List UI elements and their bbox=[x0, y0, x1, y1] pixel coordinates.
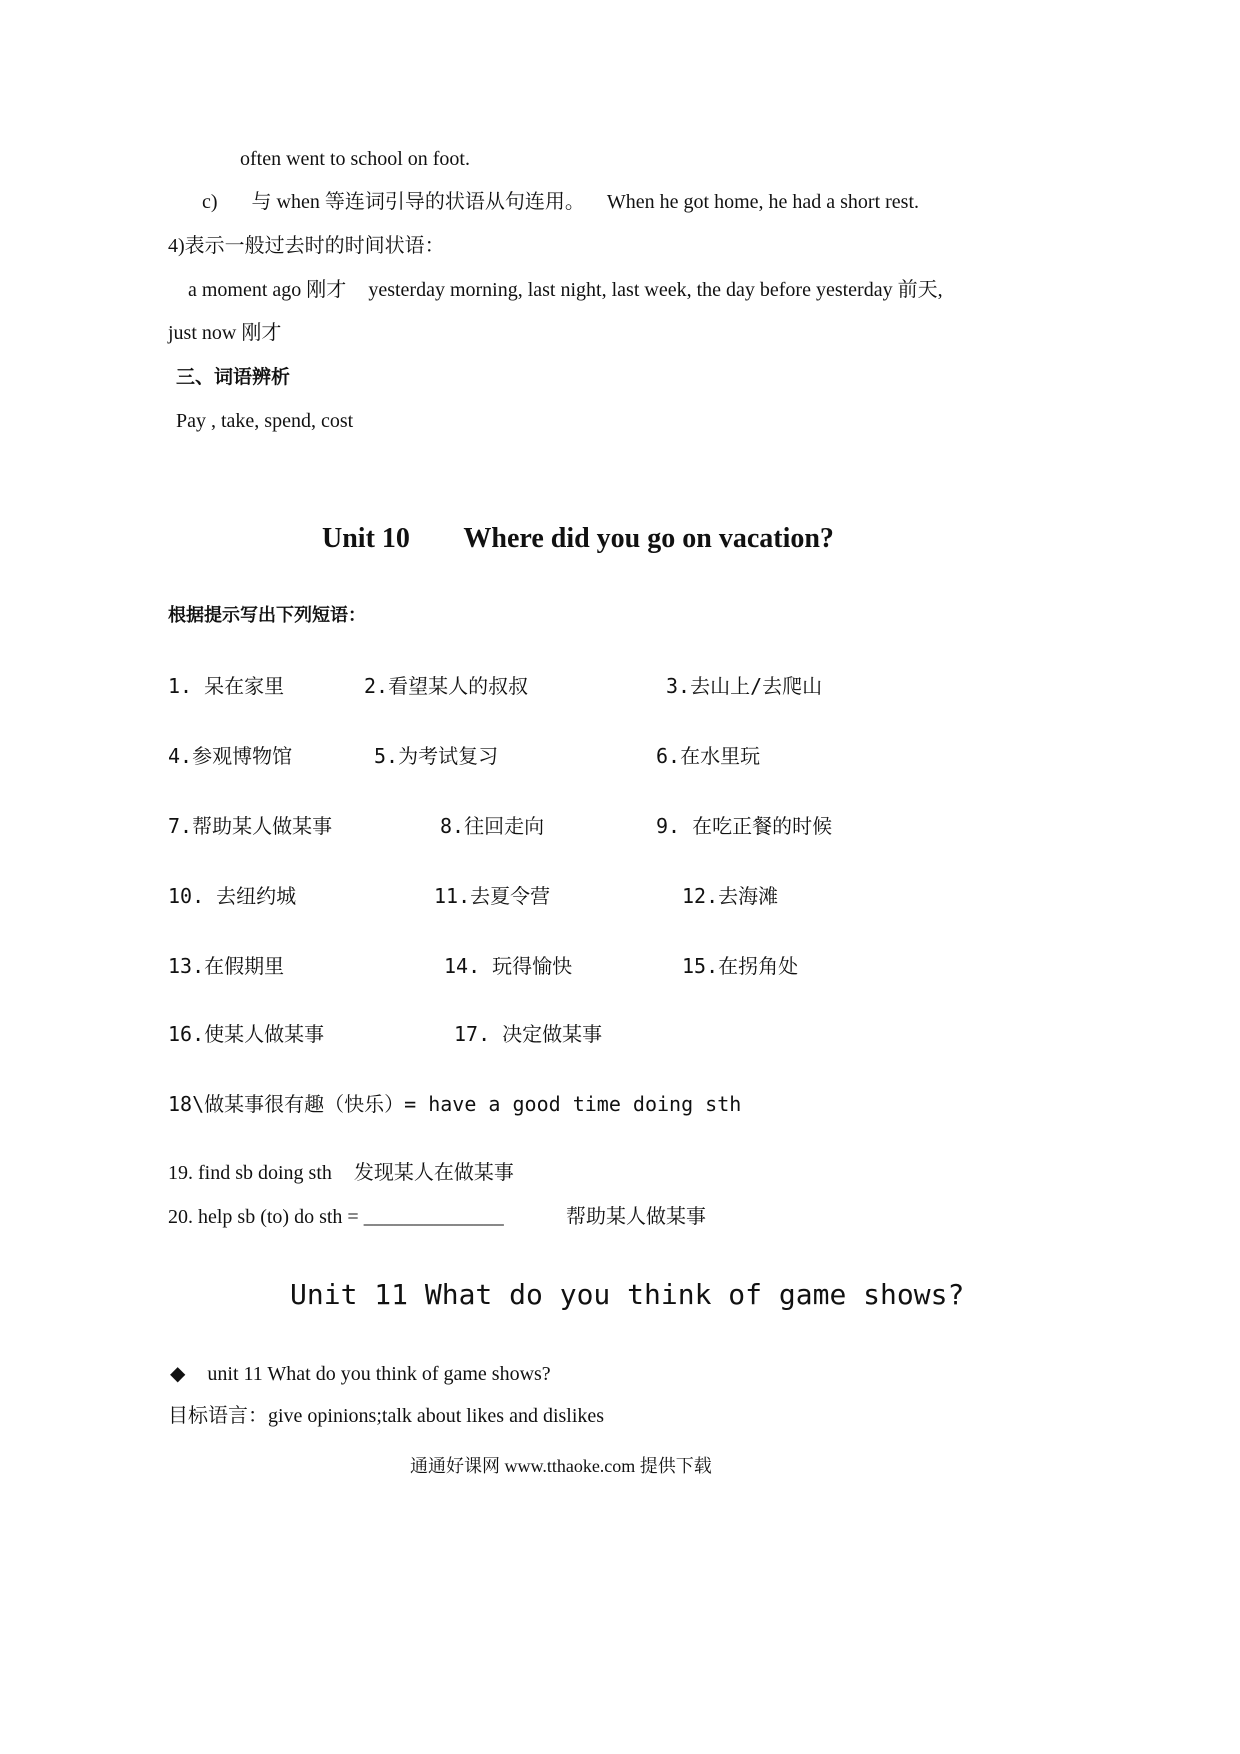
phrase-item bbox=[168, 743, 292, 769]
phrase-text: 1. 呆在家里 bbox=[168, 674, 285, 698]
phrase-item bbox=[440, 813, 544, 839]
phrase-text: 4.参观博物馆 bbox=[168, 744, 293, 768]
unit10-instruction-text: 根据提示写出下列短语： bbox=[168, 605, 366, 626]
phrase-item bbox=[656, 743, 760, 769]
phrase-text: 12.去海滩 bbox=[682, 884, 779, 908]
phrase-item bbox=[454, 1021, 602, 1047]
phrase-20-en: 20. help sb (to) do sth = ______________ bbox=[168, 1206, 504, 1228]
phrase-item-19 bbox=[168, 1160, 514, 1186]
phrase-item bbox=[656, 813, 832, 839]
time-expr-b: yesterday morning, last night, last week, the day before yesterday 前天, bbox=[368, 279, 943, 301]
section3-words-text: Pay , take, spend, cost bbox=[176, 410, 354, 432]
unit11-title bbox=[290, 1278, 964, 1312]
phrase-item bbox=[682, 953, 798, 979]
target-language-text: give opinions;talk about likes and dislikes bbox=[268, 1405, 605, 1427]
phrase-20-zh: 帮助某人做某事 bbox=[566, 1206, 706, 1228]
page-footer bbox=[410, 1454, 712, 1478]
time-expr-a: a moment ago 刚才 bbox=[188, 279, 347, 301]
phrase-19-en: 19. find sb doing sth bbox=[168, 1162, 332, 1184]
section3-heading-text: 三、词语辨析 bbox=[176, 366, 291, 388]
grammar-line-foot bbox=[240, 146, 470, 172]
phrase-item-20 bbox=[168, 1204, 504, 1230]
phrase-item bbox=[364, 673, 528, 699]
phrase-item bbox=[682, 883, 778, 909]
phrase-text: 3.去山上/去爬山 bbox=[666, 674, 823, 698]
phrase-text: 2.看望某人的叔叔 bbox=[364, 674, 529, 698]
phrase-item bbox=[168, 1021, 324, 1047]
phrase-item-20-zh bbox=[566, 1204, 706, 1230]
unit11-bullet-text: unit 11 What do you think of game shows? bbox=[207, 1363, 551, 1385]
time-expr-just-now: just now 刚才 bbox=[168, 322, 282, 344]
phrase-item bbox=[168, 673, 284, 699]
unit10-instruction bbox=[168, 603, 366, 629]
phrase-item bbox=[374, 743, 498, 769]
item-c-label: c) bbox=[202, 191, 218, 213]
phrase-text: 10. 去纽约城 bbox=[168, 884, 297, 908]
phrase-text: 7.帮助某人做某事 bbox=[168, 814, 333, 838]
time-expressions-line-1 bbox=[188, 277, 943, 303]
phrase-item bbox=[434, 883, 550, 909]
phrase-19-zh: 发现某人在做某事 bbox=[353, 1162, 514, 1184]
phrase-item-18 bbox=[168, 1091, 741, 1117]
grammar-line-foot-text: often went to school on foot. bbox=[240, 148, 470, 170]
section3-words bbox=[176, 408, 353, 434]
phrase-text: 11.去夏令营 bbox=[434, 884, 551, 908]
section3-heading bbox=[176, 364, 290, 390]
phrase-item bbox=[666, 673, 822, 699]
phrase-item bbox=[168, 953, 284, 979]
phrase-text: 13.在假期里 bbox=[168, 954, 285, 978]
phrase-text: 17. 决定做某事 bbox=[454, 1022, 603, 1046]
unit11-target-language bbox=[168, 1403, 604, 1429]
phrase-18-text: 18\做某事很有趣（快乐）= have a good time doing sth bbox=[168, 1092, 742, 1116]
phrase-item bbox=[444, 953, 572, 979]
phrase-item bbox=[168, 883, 296, 909]
item-c-text: 与 when 等连词引导的状语从句连用。 bbox=[251, 191, 585, 213]
phrase-text: 16.使某人做某事 bbox=[168, 1022, 325, 1046]
phrase-text: 8.往回走向 bbox=[440, 814, 545, 838]
item-c-example: When he got home, he had a short rest. bbox=[606, 191, 920, 213]
unit11-title-text: Unit 11 What do you think of game shows? bbox=[290, 1278, 965, 1311]
phrase-text: 5.为考试复习 bbox=[374, 744, 499, 768]
time-expressions-heading-text: 4)表示一般过去时的时间状语： bbox=[168, 235, 445, 257]
grammar-item-c bbox=[202, 189, 919, 215]
unit10-title-question: Where did you go on vacation? bbox=[463, 523, 834, 554]
footer-text: 通通好课网 www.tthaoke.com 提供下载 bbox=[410, 1456, 712, 1476]
unit10-title bbox=[322, 522, 834, 556]
phrase-text: 15.在拐角处 bbox=[682, 954, 799, 978]
phrase-text: 14. 玩得愉快 bbox=[444, 954, 573, 978]
unit10-title-unit: Unit 10 bbox=[322, 523, 410, 554]
phrase-item bbox=[168, 813, 332, 839]
diamond-bullet-icon: ◆ bbox=[170, 1361, 186, 1385]
time-expressions-line-2 bbox=[168, 320, 281, 346]
phrase-text: 9. 在吃正餐的时候 bbox=[656, 814, 833, 838]
unit11-bullet-line bbox=[170, 1360, 551, 1387]
target-language-label: 目标语言： bbox=[168, 1405, 268, 1427]
phrase-text: 6.在水里玩 bbox=[656, 744, 761, 768]
time-expressions-heading bbox=[168, 233, 445, 259]
